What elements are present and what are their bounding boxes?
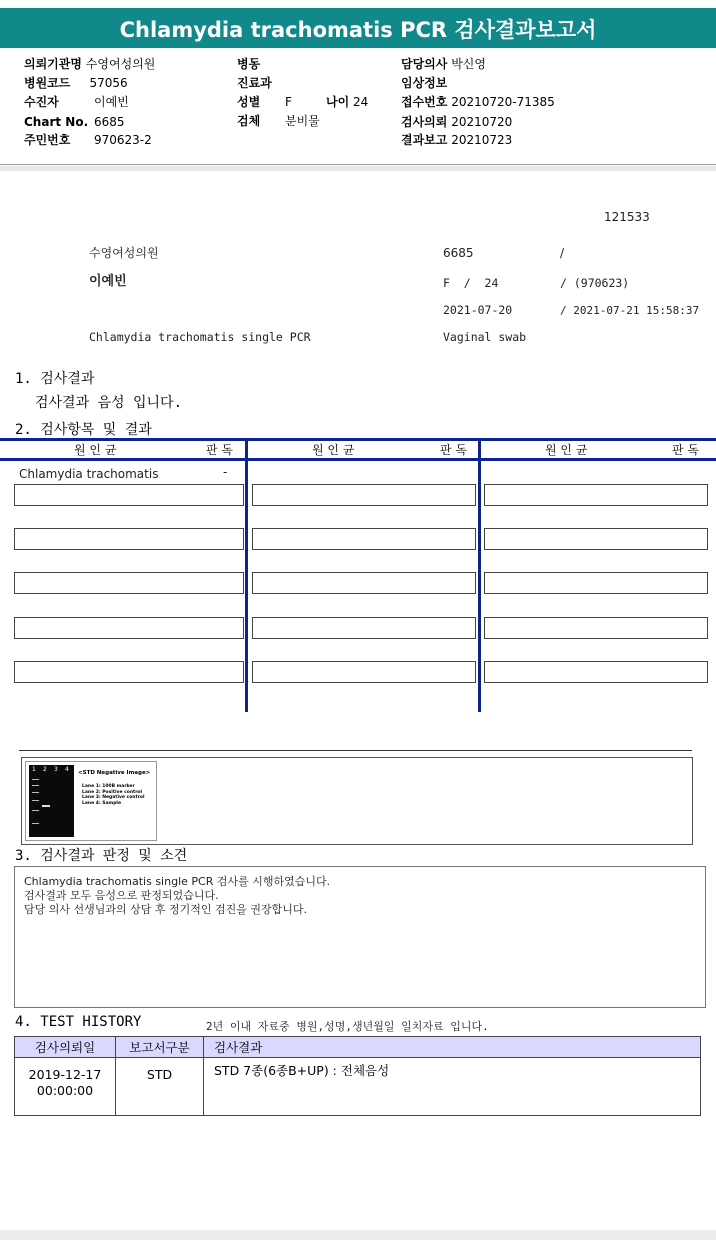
- header-field-clinic: 의뢰기관명 수영여성의원: [24, 57, 156, 71]
- header-field-sex: 성별 F: [237, 95, 292, 109]
- patient-code: 121533: [604, 210, 650, 224]
- history-time: 00:00:00: [36, 1083, 94, 1098]
- header-field-report-date: 결과보고 20210723: [401, 133, 513, 147]
- section4-title: 4. TEST HISTORY: [15, 1014, 142, 1030]
- opinion-line: 담당 의사 선생님과의 상담 후 정기적인 검진을 권장합니다.: [24, 903, 307, 916]
- item-box: [14, 528, 244, 550]
- section2-title: 2. 검사항목 및 결과: [15, 422, 152, 438]
- item-box: [252, 484, 476, 506]
- gel-image-frame: [21, 757, 693, 845]
- patient-specimen: Vaginal swab: [443, 330, 527, 344]
- header-field-specimen: 검체 분비물: [237, 114, 320, 128]
- item-box: [14, 661, 244, 683]
- patient-name: 이예빈: [89, 274, 127, 289]
- header-field-chart: Chart No. 6685: [24, 115, 125, 129]
- history-col-report-type: 보고서구분: [116, 1037, 204, 1058]
- grid-column-divider-1: [245, 438, 248, 712]
- item-box: [14, 484, 244, 506]
- opinion-line: Chlamydia trachomatis single PCR 검사를 시행하였습니다.: [24, 875, 331, 888]
- header-field-resident-number: 주민번호 970623-2: [24, 133, 152, 147]
- item-box: [252, 572, 476, 594]
- gel-section-rule: [19, 750, 692, 751]
- section1-result-text: 검사결과 음성 입니다.: [35, 395, 183, 411]
- gel-band: [32, 810, 39, 811]
- lane-label: 2: [43, 766, 47, 773]
- history-col-request-date: 검사의뢰일: [15, 1037, 116, 1058]
- organism-name: Chlamydia trachomatis: [19, 467, 159, 481]
- section3-title: 3. 검사결과 판정 및 소견: [15, 848, 188, 864]
- opinion-line: 검사결과 모두 음성으로 판정되었습니다.: [24, 889, 219, 902]
- organism-result: -: [223, 465, 228, 479]
- gel-band: [32, 800, 39, 801]
- item-box: [252, 617, 476, 639]
- patient-request-date: 2021-07-20: [443, 303, 513, 317]
- gel-band: [32, 779, 39, 780]
- patient-separator: /: [560, 246, 565, 260]
- lane-label: 3: [54, 766, 58, 773]
- history-date-cell: [15, 1058, 116, 1116]
- gel-band: [42, 805, 50, 807]
- history-table: [14, 1036, 701, 1116]
- item-box: [484, 661, 708, 683]
- header-field-age: 나이 24: [326, 95, 369, 109]
- header-field-patient: 수진자 이예빈: [24, 95, 129, 109]
- item-box: [14, 617, 244, 639]
- gel-band: [32, 792, 39, 793]
- gel-caption-line: Lane 1: 100B marker: [82, 784, 135, 789]
- grid-column-divider-2: [478, 438, 481, 712]
- gel-caption: [82, 784, 145, 806]
- column-header-result-2: 판 독: [440, 443, 467, 457]
- history-note: 2년 이내 자료중 병원,성명,생년월일 일치자료 입니다.: [206, 1020, 489, 1033]
- header-field-ward: 병동: [237, 57, 261, 71]
- lane-label: 1: [32, 766, 36, 773]
- header-field-hospital-code: 병원코드 57056: [24, 76, 128, 90]
- patient-chart: 6685: [443, 246, 474, 260]
- column-header-organism-1: 원 인 균: [74, 443, 117, 457]
- gel-band: [32, 823, 39, 824]
- item-box: [252, 661, 476, 683]
- item-box: [484, 617, 708, 639]
- patient-report-datetime: / 2021-07-21 15:58:37: [560, 304, 700, 317]
- column-header-result-1: 판 독: [206, 443, 233, 457]
- item-box: [252, 528, 476, 550]
- lane-label: 4: [65, 766, 69, 773]
- patient-test-name: Chlamydia trachomatis single PCR: [89, 330, 311, 344]
- header-field-doctor: 담당의사 박신영: [401, 57, 486, 71]
- header-field-request-date: 검사의뢰 20210720: [401, 115, 513, 129]
- history-header-row: [15, 1037, 701, 1058]
- gel-lanes: [29, 765, 74, 837]
- header-divider: [0, 164, 716, 165]
- gel-image: [25, 761, 157, 841]
- patient-clinic: 수영여성의원: [89, 246, 159, 260]
- item-box: [484, 572, 708, 594]
- gel-band: [32, 785, 39, 786]
- history-col-result: 검사결과: [204, 1037, 701, 1058]
- column-header-organism-2: 원 인 균: [312, 443, 355, 457]
- patient-birth: / (970623): [560, 276, 630, 290]
- footer-band: [0, 1230, 716, 1240]
- item-box: [14, 572, 244, 594]
- header-field-receipt-number: 접수번호 20210720-71385: [401, 95, 555, 109]
- gel-caption-title: <STD Negative Image>: [78, 770, 151, 776]
- gel-caption-line: Lane 4: Sample: [82, 800, 122, 806]
- history-type: STD: [116, 1058, 204, 1116]
- report-title: Chlamydia trachomatis PCR 검사결과보고서: [0, 0, 716, 48]
- column-header-result-3: 판 독: [672, 443, 699, 457]
- history-result: STD 7종(6종B+UP) : 전체음성: [204, 1058, 701, 1116]
- table-row: [15, 1058, 701, 1116]
- header-field-department: 진료과: [237, 76, 272, 90]
- gel-caption-line: Lane 3: Negative control: [82, 795, 145, 800]
- header-band: [0, 166, 716, 171]
- section1-title: 1. 검사결과: [15, 371, 95, 387]
- gel-caption-line: Lane 2: Positive control: [82, 789, 143, 795]
- item-box: [484, 528, 708, 550]
- header-field-clinical-info: 임상정보: [401, 76, 448, 90]
- item-box: [484, 484, 708, 506]
- history-date: 2019-12-17: [28, 1067, 102, 1082]
- column-header-organism-3: 원 인 균: [545, 443, 588, 457]
- patient-sex-age: F / 24: [443, 276, 499, 290]
